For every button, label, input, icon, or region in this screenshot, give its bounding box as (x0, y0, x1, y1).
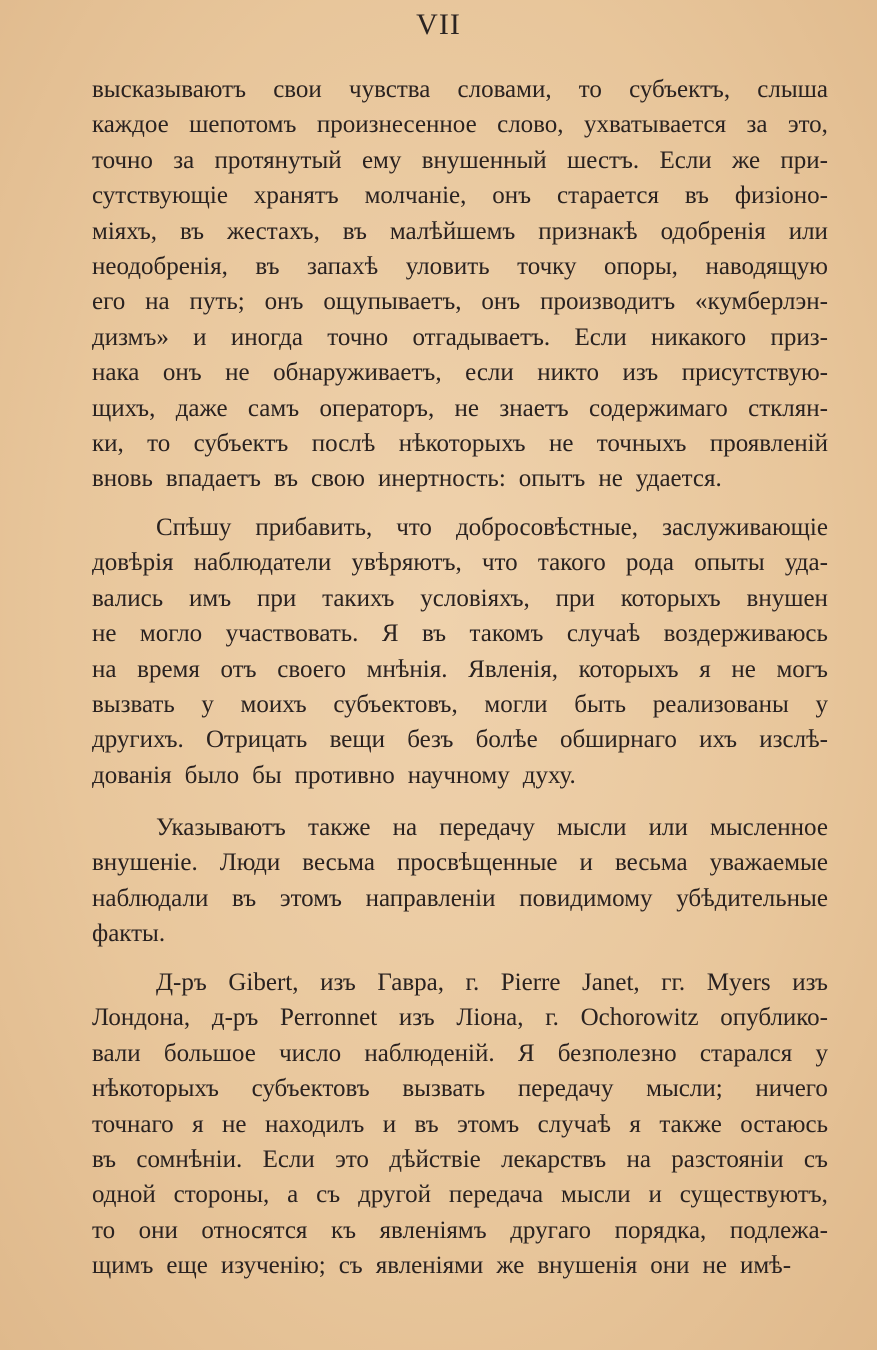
text-line: каждое шепотомъ произнесенное слово, ухватывается за это, (92, 111, 828, 139)
text-line: нѣкоторыхъ субъектовъ вызвать передачу мысли; ничего (92, 1075, 828, 1103)
page-number: VII (416, 8, 461, 41)
text-line: наблюдали въ этомъ направленіи повидимому убѣдительные (92, 884, 828, 912)
text-line: дизмъ» и иногда точно отгадываетъ. Если никакого приз- (92, 323, 828, 351)
text-line: не могло участвовать. Я въ такомъ случаѣ воздерживаюсь (92, 620, 828, 648)
paragraph (92, 510, 828, 793)
text-line: одной стороны, а съ другой передача мысли и существуютъ, (92, 1181, 828, 1209)
text-line: внушеніе. Люди весьма просвѣщенные и весьма уважаемые (92, 849, 828, 877)
text-line: ки, то субъектъ послѣ нѣкоторыхъ не точныхъ проявленій (92, 429, 828, 457)
text-line: Указываютъ также на передачу мысли или мысленное (156, 814, 828, 841)
text-line: другихъ. Отрицать вещи безъ болѣе обширнаго ихъ изслѣ- (92, 726, 828, 754)
text-line: высказываютъ свои чувства словами, то субъектъ, слыша (92, 76, 828, 103)
text-line: на время отъ своего мнѣнія. Явленія, которыхъ я не могъ (92, 655, 828, 683)
paragraph (92, 965, 828, 1284)
paragraph (92, 810, 828, 952)
text-line: довѣрія наблюдатели увѣряютъ, что такого рода опыты уда- (92, 549, 828, 577)
text-line: щихъ, даже самъ операторъ, не знаетъ содержимаго стклян- (92, 394, 828, 422)
text-line: его на путь; онъ ощупываетъ, онъ производитъ «кумберлэн- (92, 288, 828, 316)
text-line: Лондона, д-ръ Perronnet изъ Ліона, г. Ochorowitz опублико- (92, 1004, 828, 1032)
text-line: вызвать у моихъ субъектовъ, могли быть реализованы у (92, 690, 828, 718)
text-line: точно за протянутый ему внушенный шестъ. Если же при- (92, 146, 828, 174)
text-line: вновь впадаетъ въ свою инертность: опытъ не удается. (92, 465, 722, 493)
text-line: сутствующіе хранятъ молчаніе, онъ старается въ физіоно- (92, 182, 828, 210)
text-line: щимъ еще изученію; съ явленіями же внушенія они не имѣ- (92, 1252, 792, 1280)
text-line: Спѣшу прибавить, что добросовѣстные, заслуживающіе (156, 514, 828, 541)
text-line: точнаго я не находилъ и въ этомъ случаѣ я также остаюсь (92, 1110, 828, 1138)
text-line: нака онъ не обнаруживаетъ, если никто изъ присутствую- (92, 359, 828, 387)
text-line: Д-ръ Gibert, изъ Гавра, г. Pierre Janet, гг. Myers изъ (156, 969, 828, 996)
text-line: неодобренія, въ запахѣ уловить точку опоры, наводящую (92, 252, 828, 280)
paragraph (92, 72, 828, 497)
text-line: вались имъ при такихъ условіяхъ, при которыхъ внушен (92, 584, 828, 612)
text-line: факты. (92, 920, 166, 948)
text-line: въ сомнѣніи. Если это дѣйствіе лекарствъ на разстояніи съ (92, 1145, 828, 1173)
text-line: то они относятся къ явленіямъ другаго порядка, подлежа- (92, 1216, 828, 1244)
text-line: вали большое число наблюденій. Я безполезно старался у (92, 1039, 828, 1067)
text-line: міяхъ, въ жестахъ, въ малѣйшемъ признакѣ одобренія или (92, 217, 828, 245)
text-line: дованія было бы противно научному духу. (92, 761, 576, 789)
